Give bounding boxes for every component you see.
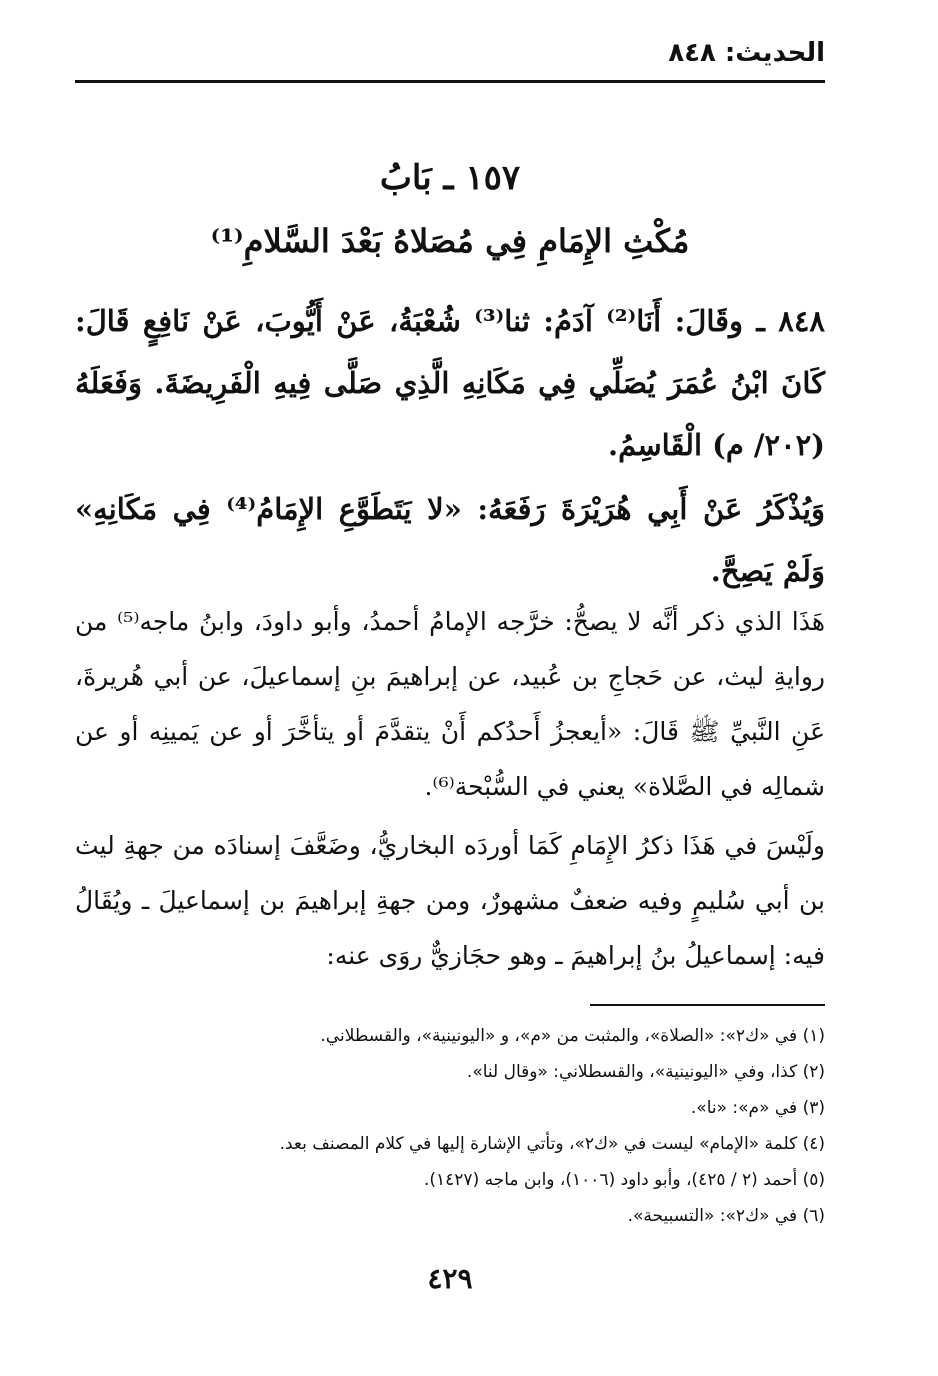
page-number: ٤٢٩ <box>427 1262 473 1295</box>
chapter-number: ١٥٧ ـ بَابُ <box>379 158 521 198</box>
footnote: (١) في «ك٢»: «الصلاة»، والمثبت من «م»، و «اليونينية»، والقسطلاني. <box>320 1026 825 1046</box>
footnote: (٦) في «ك٢»: «التسبيحة». <box>627 1206 825 1226</box>
footnote-rule <box>590 1004 825 1006</box>
chapter-title: مُكْثِ الإِمَامِ فِي مُصَلاهُ بَعْدَ السَّلامِ⁽¹⁾ <box>210 222 690 260</box>
running-header: الحديث: ٨٤٨ <box>668 38 825 68</box>
footnote: (٣) في «م»: «نا». <box>690 1098 825 1118</box>
footnote: (٤) كلمة «الإمام» ليست في «ك٢»، وتأتي الإشارة إليها في كلام المصنف بعد. <box>279 1134 825 1154</box>
commentary-paragraph: ولَيْسَ في هَذَا ذكرُ الإِمَامِ كَمَا أوردَه البخاريُّ، وضَعَّفَ إسنادَه من جهةِ ليث بن أبي سُليمٍ وفيه ضعفٌ مشهورٌ، ومن جهةِ إبراهيمَ بن إسماعيلَ ـ ويُقَالُ فيه: إسماعيلُ بنُ إبراهيمَ ـ وهو حجَازيٌّ روَى عنه: <box>75 831 825 970</box>
hadith-note: وَيُذْكَرُ عَنْ أَبِي هُرَيْرَةَ رَفَعَهُ: «لا يَتَطَوَّعِ الإِمَامُ⁽⁴⁾ فِي مَكَانِهِ» وَلَمْ يَصِحَّ. <box>75 492 826 588</box>
footnote: (٥) أحمد (٢ / ٤٢٥)، وأبو داود (١٠٠٦)، وابن ماجه (١٤٢٧). <box>423 1170 825 1190</box>
hadith-text: ٨٤٨ ـ وقَالَ: أَنَا⁽²⁾ آدَمُ: ثنا⁽³⁾ شُعْبَةُ، عَنْ أَيُّوبَ، عَنْ نَافِعٍ قَالَ: كَانَ ابْنُ عُمَرَ يُصَلِّي فِي مَكَانِهِ الَّذِي صَلَّى فِيهِ الْفَرِيضَةَ. وَفَعَلَهُ (٢٠٢/ م) الْقَاسِمُ. <box>75 304 825 462</box>
header-rule <box>75 80 825 83</box>
footnotes-list <box>75 1018 825 1234</box>
commentary-paragraph: هَذَا الذي ذكر أنَّه لا يصحُّ: خرَّجه الإمامُ أحمدُ، وأبو داودَ، وابنُ ماجه⁽⁵⁾ من روايةِ ليث، عن حَجاجِ بن عُبيد، عن إبراهيمَ بنِ إسماعيلَ، عن أبي هُريرةَ، عَنِ النَّبيِّ ﷺ قَالَ: «أيعجزُ أَحدُكم أَنْ يتقدَّمَ أو يتأخَّرَ أو عن يَمينِه أو عن شمالِه في الصَّلاة» يعني في السُّبْحة⁽⁶⁾. <box>75 607 825 801</box>
footnote: (٢) كذا، وفي «اليونينية»، والقسطلاني: «وقال لنا». <box>466 1062 825 1082</box>
